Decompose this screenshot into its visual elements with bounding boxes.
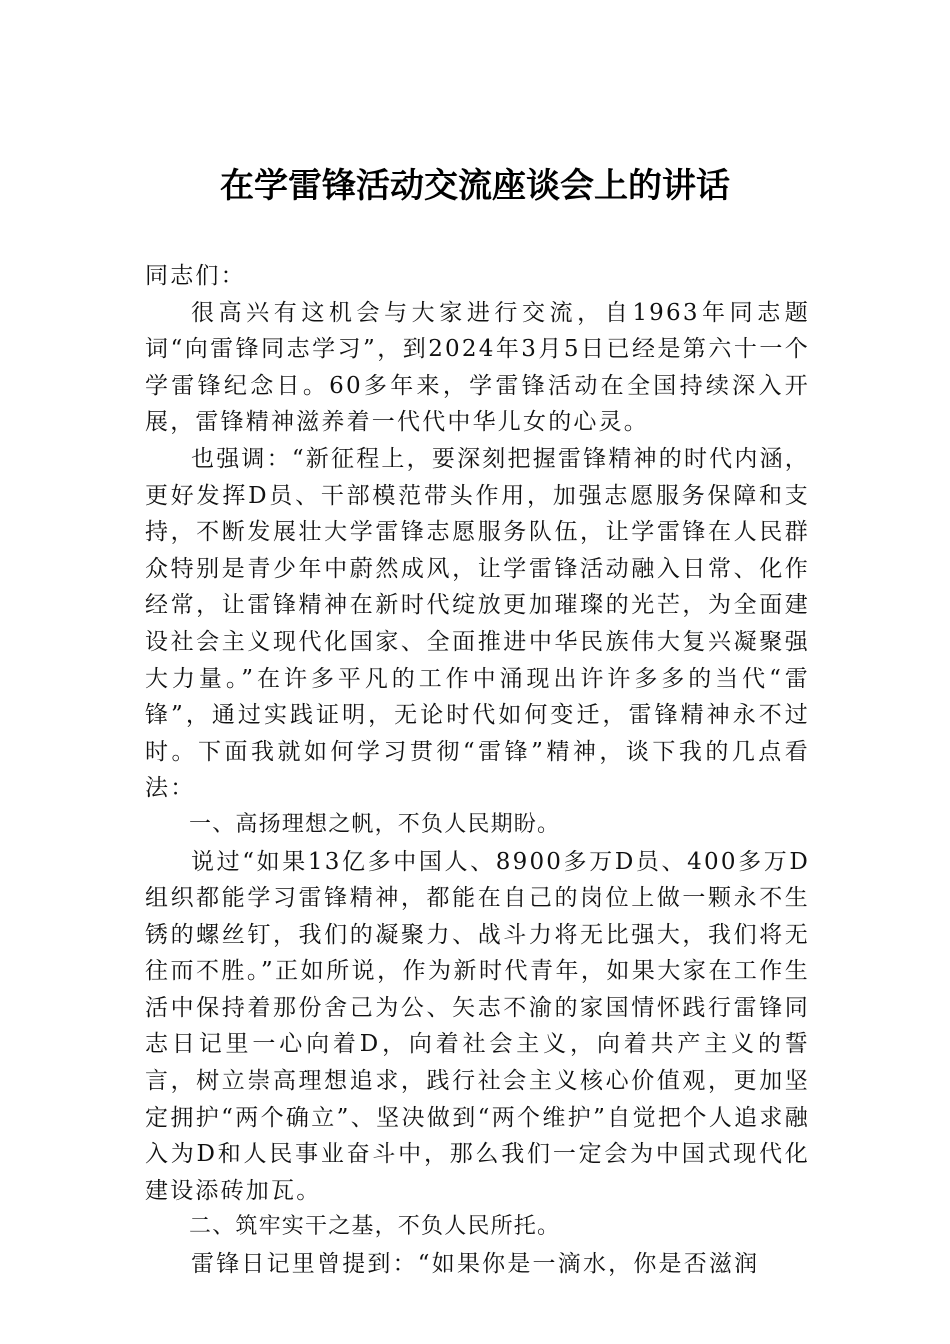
paragraph: 很高兴有这机会与大家进行交流，自1963年同志题词“向雷锋同志学习”，到2024年3月5日已经是第六十一个学雷锋纪念日。60多年来，学雷锋活动在全国持续深入开展，雷锋精神滋养着一代代中华儿女的心灵。	[145, 299, 810, 436]
document-body	[145, 258, 810, 1283]
section-heading: 二、筑牢实干之基，不负人民所托。	[189, 1214, 561, 1240]
salutation: 同志们：	[145, 263, 246, 289]
document-title: 在学雷锋活动交流座谈会上的讲话	[220, 166, 730, 206]
paragraph: 说过“如果13亿多中国人、8900多万D员、400多万D组织都能学习雷锋精神，都能在自己的岗位上做一颗永不生锈的螺丝钉，我们的凝聚力、战斗力将无比强大，我们将无往而不胜。”正如所说，作为新时代青年，如果大家在工作生活中保持着那份舍己为公、矢志不渝的家国情怀践行雷锋同志日记里一心向着D，向着社会主义，向着共产主义的誓言，树立崇高理想追求，践行社会主义核心价值观，更加坚定拥护“两个确立”、坚决做到“两个维护”自觉把个人追求融入为D和人民事业奋斗中，那么我们一定会为中国式现代化建设添砖加瓦。	[145, 848, 810, 1204]
paragraph: 也强调：“新征程上，要深刻把握雷锋精神的时代内涵，更好发挥D员、干部模范带头作用，加强志愿服务保障和支持，不断发展壮大学雷锋志愿服务队伍，让学雷锋在人民群众特别是青少年中蔚然成风，让学雷锋活动融入日常、化作经常，让雷锋精神在新时代绽放更加璀璨的光芒，为全面建设社会主义现代化国家、全面推进中华民族伟大复兴凝聚强大力量。”在许多平凡的工作中涌现出许许多多的当代“雷锋”，通过实践证明，无论时代如何变迁，雷锋精神永不过时。下面我就如何学习贯彻“雷锋”精神，谈下我的几点看法：	[145, 445, 810, 802]
section-heading: 一、高扬理想之帆，不负人民期盼。	[189, 811, 561, 837]
paragraph: 雷锋日记里曾提到：“如果你是一滴水，你是否滋润	[191, 1251, 760, 1278]
